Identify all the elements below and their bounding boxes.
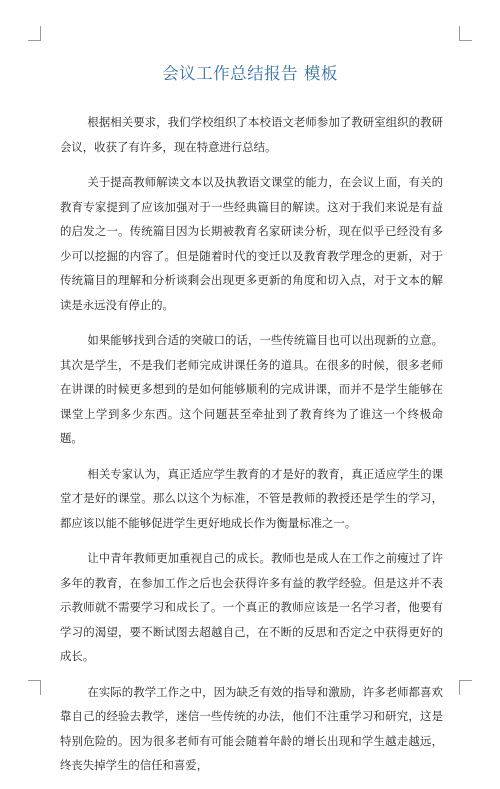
crop-mark-bottom-right — [459, 680, 472, 695]
paragraph: 在实际的教学工作之中，因为缺乏有效的指导和激励，许多老师都喜欢靠自己的经验去教学，迷信一些传统的办法，他们不注重学习和研究，这是特别危险的。因为很多老师有可能会随着年龄的增长出现和学生越走越远，终丧失掉学生的信任和喜爱， — [60, 684, 443, 772]
crop-mark-top-left — [28, 26, 41, 41]
document-title: 会议工作总结报告 模板 — [162, 64, 338, 83]
document-body — [60, 110, 443, 789]
paragraph: 根据相关要求，我们学校组织了本校语文老师参加了教研室组织的教研会议，收获了有许多，现在特意进行总结。 — [60, 115, 443, 154]
crop-mark-top-right — [459, 26, 472, 41]
paragraph: 如果能够找到合适的突破口的话，一些传统篇目也可以出现新的立意。其次是学生，不是我们老师完成讲课任务的道具。在很多的时候，很多老师在讲课的时候更多想到的是如何能够顺利的完成讲课，而并不是学生能够在课堂上学到多少东西。这个问题甚至牵扯到了教育终为了谁这一个终极命题。 — [60, 333, 443, 445]
crop-mark-bottom-left — [28, 680, 41, 695]
paragraph: 相关专家认为，真正适应学生教育的才是好的教育，真正适应学生的课堂才是好的课堂。那么以这个为标准，不管是教师的教授还是学生的学习，都应该以能不能够促进学生更好地成长作为衡量标准之一。 — [60, 466, 443, 530]
paragraph: 关于提高教师解读文本以及执教语文课堂的能力，在会议上面，有关的教育专家提到了应该加强对于一些经典篇目的解读。这对于我们来说是有益的启发之一。传统篇目因为长期被教育名家研读分析，现在似乎已经没有多少可以挖掘的内容了。但是随着时代的变迁以及教育教学理念的更新，对于传统篇目的理解和分析谈剩会出现更多更新的角度和切入点，对于文本的解读是永远没有停止的。 — [60, 175, 443, 312]
paragraph: 让中青年教师更加重视自己的成长。教师也是成人在工作之前瘦过了许多年的教育，在参加工作之后也会获得许多有益的教学经验。但是这并不表示教师就不需要学习和成长了。一个真正的教师应该是一名学习者，他要有学习的渴望，要不断试图去超越自己，在不断的反思和否定之中获得更好的成长。 — [60, 551, 443, 663]
